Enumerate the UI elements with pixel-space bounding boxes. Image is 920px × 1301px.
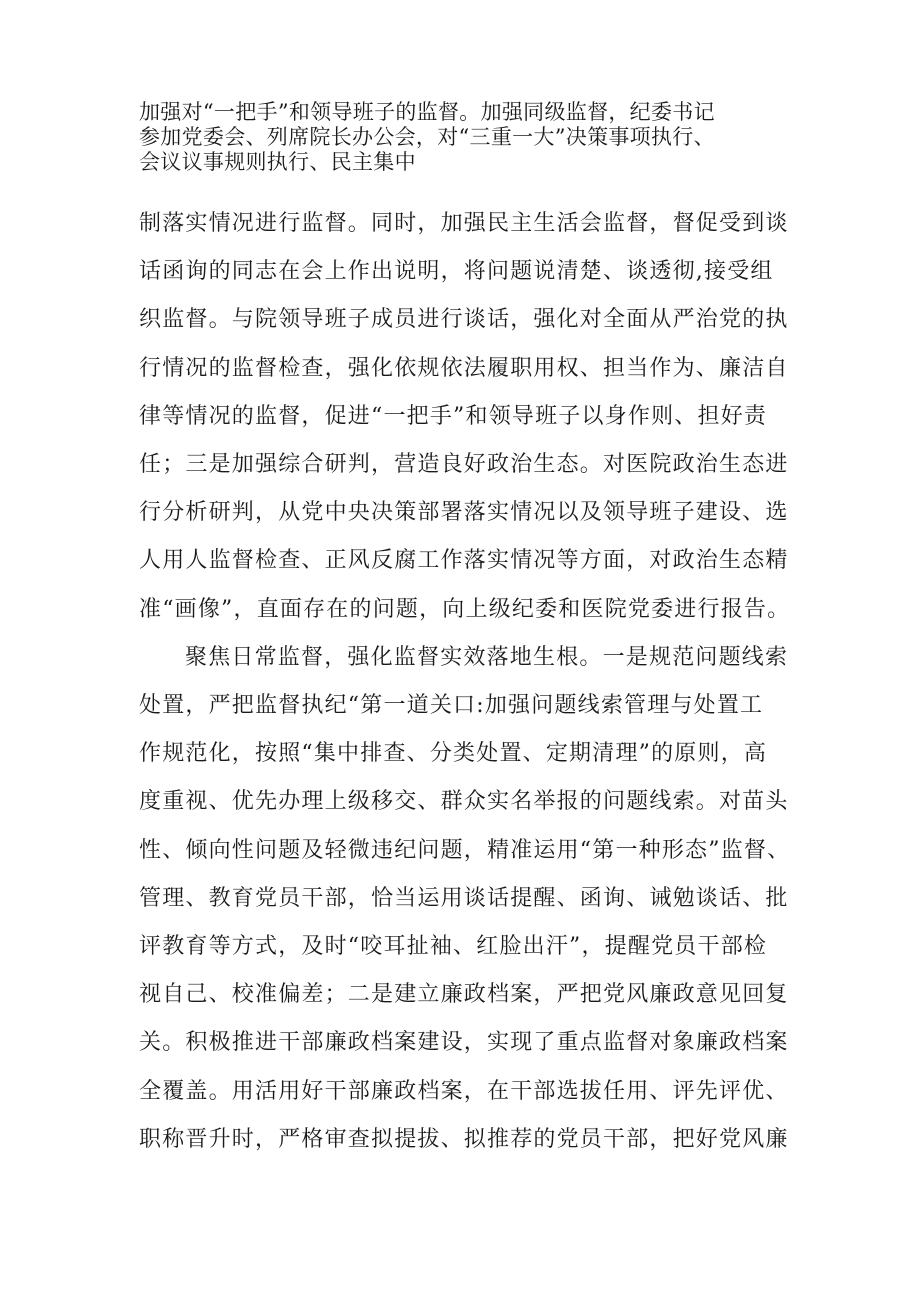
text-line: 作规范化，按照“集中排查、分类处置、定期清理”的原则，高	[139, 741, 768, 767]
text-line: 人用人监督检查、正风反腐工作落实情况等方面，对政治生态精	[139, 548, 789, 574]
text-line: 全覆盖。用活用好干部廉政档案，在干部选拔任用、评先评优、	[139, 1078, 789, 1104]
text-line: 职称晋升时，严格审查拟提拔、拟推荐的党员干部，把好党风廉	[139, 1126, 789, 1152]
text-line: 律等情况的监督，促进“一把手”和领导班子以身作则、担好责	[139, 403, 768, 429]
text-line: 加强对“一把手”和领导班子的监督。加强同级监督，纪委书记	[139, 100, 715, 124]
text-line: 处置，严把监督执纪“第一道关口:加强问题线索管理与处置工	[139, 693, 764, 719]
text-line: 话函询的同志在会上作出说明，将问题说清楚、谈透彻,接受组	[139, 259, 774, 285]
text-line: 制落实情况进行监督。同时，加强民主生活会监督，督促受到谈	[139, 211, 789, 236]
text-line: 行情况的监督检查，强化依规依法履职用权、担当作为、廉洁自	[139, 355, 789, 381]
text-line: 行分析研判，从党中央决策部署落实情况以及领导班子建设、选	[139, 500, 789, 526]
text-line: 会议议事规则执行、民主集中	[139, 150, 416, 174]
top-paragraph-fragment	[139, 100, 799, 175]
text-line: 视自己、校准偏差；二是建立廉政档案，严把党风廉政意见回复	[139, 982, 789, 1008]
text-line: 性、倾向性问题及轻微违纪问题，精准运用“第一种形态”监督、	[139, 837, 791, 863]
text-line: 参加党委会、列席院长办公会，对“三重一大”决策事项执行、	[139, 125, 715, 149]
text-line: 关。积极推进干部廉政档案建设，实现了重点监督对象廉政档案	[139, 1030, 789, 1056]
text-line: 管理、教育党员干部，恰当运用谈话提醒、函询、诫勉谈话、批	[139, 885, 789, 911]
text-line: 评教育等方式，及时“咬耳扯袖、红脸出汗”，提醒党员干部检	[139, 934, 768, 960]
text-line: 度重视、优先办理上级移交、群众实名举报的问题线索。对苗头	[139, 789, 789, 815]
text-line: 任；三是加强综合研判，营造良好政治生态。对医院政治生态进	[139, 452, 789, 478]
text-line: 准“画像”，直面存在的问题，向上级纪委和医院党委进行报告。	[139, 596, 791, 622]
paragraph-start-line: 聚焦日常监督，强化监督实效落地生根。一是规范问题线索	[185, 644, 789, 670]
body-text	[139, 200, 799, 1164]
text-line: 织监督。与院领导班子成员进行谈话，强化对全面从严治党的执	[139, 307, 789, 333]
